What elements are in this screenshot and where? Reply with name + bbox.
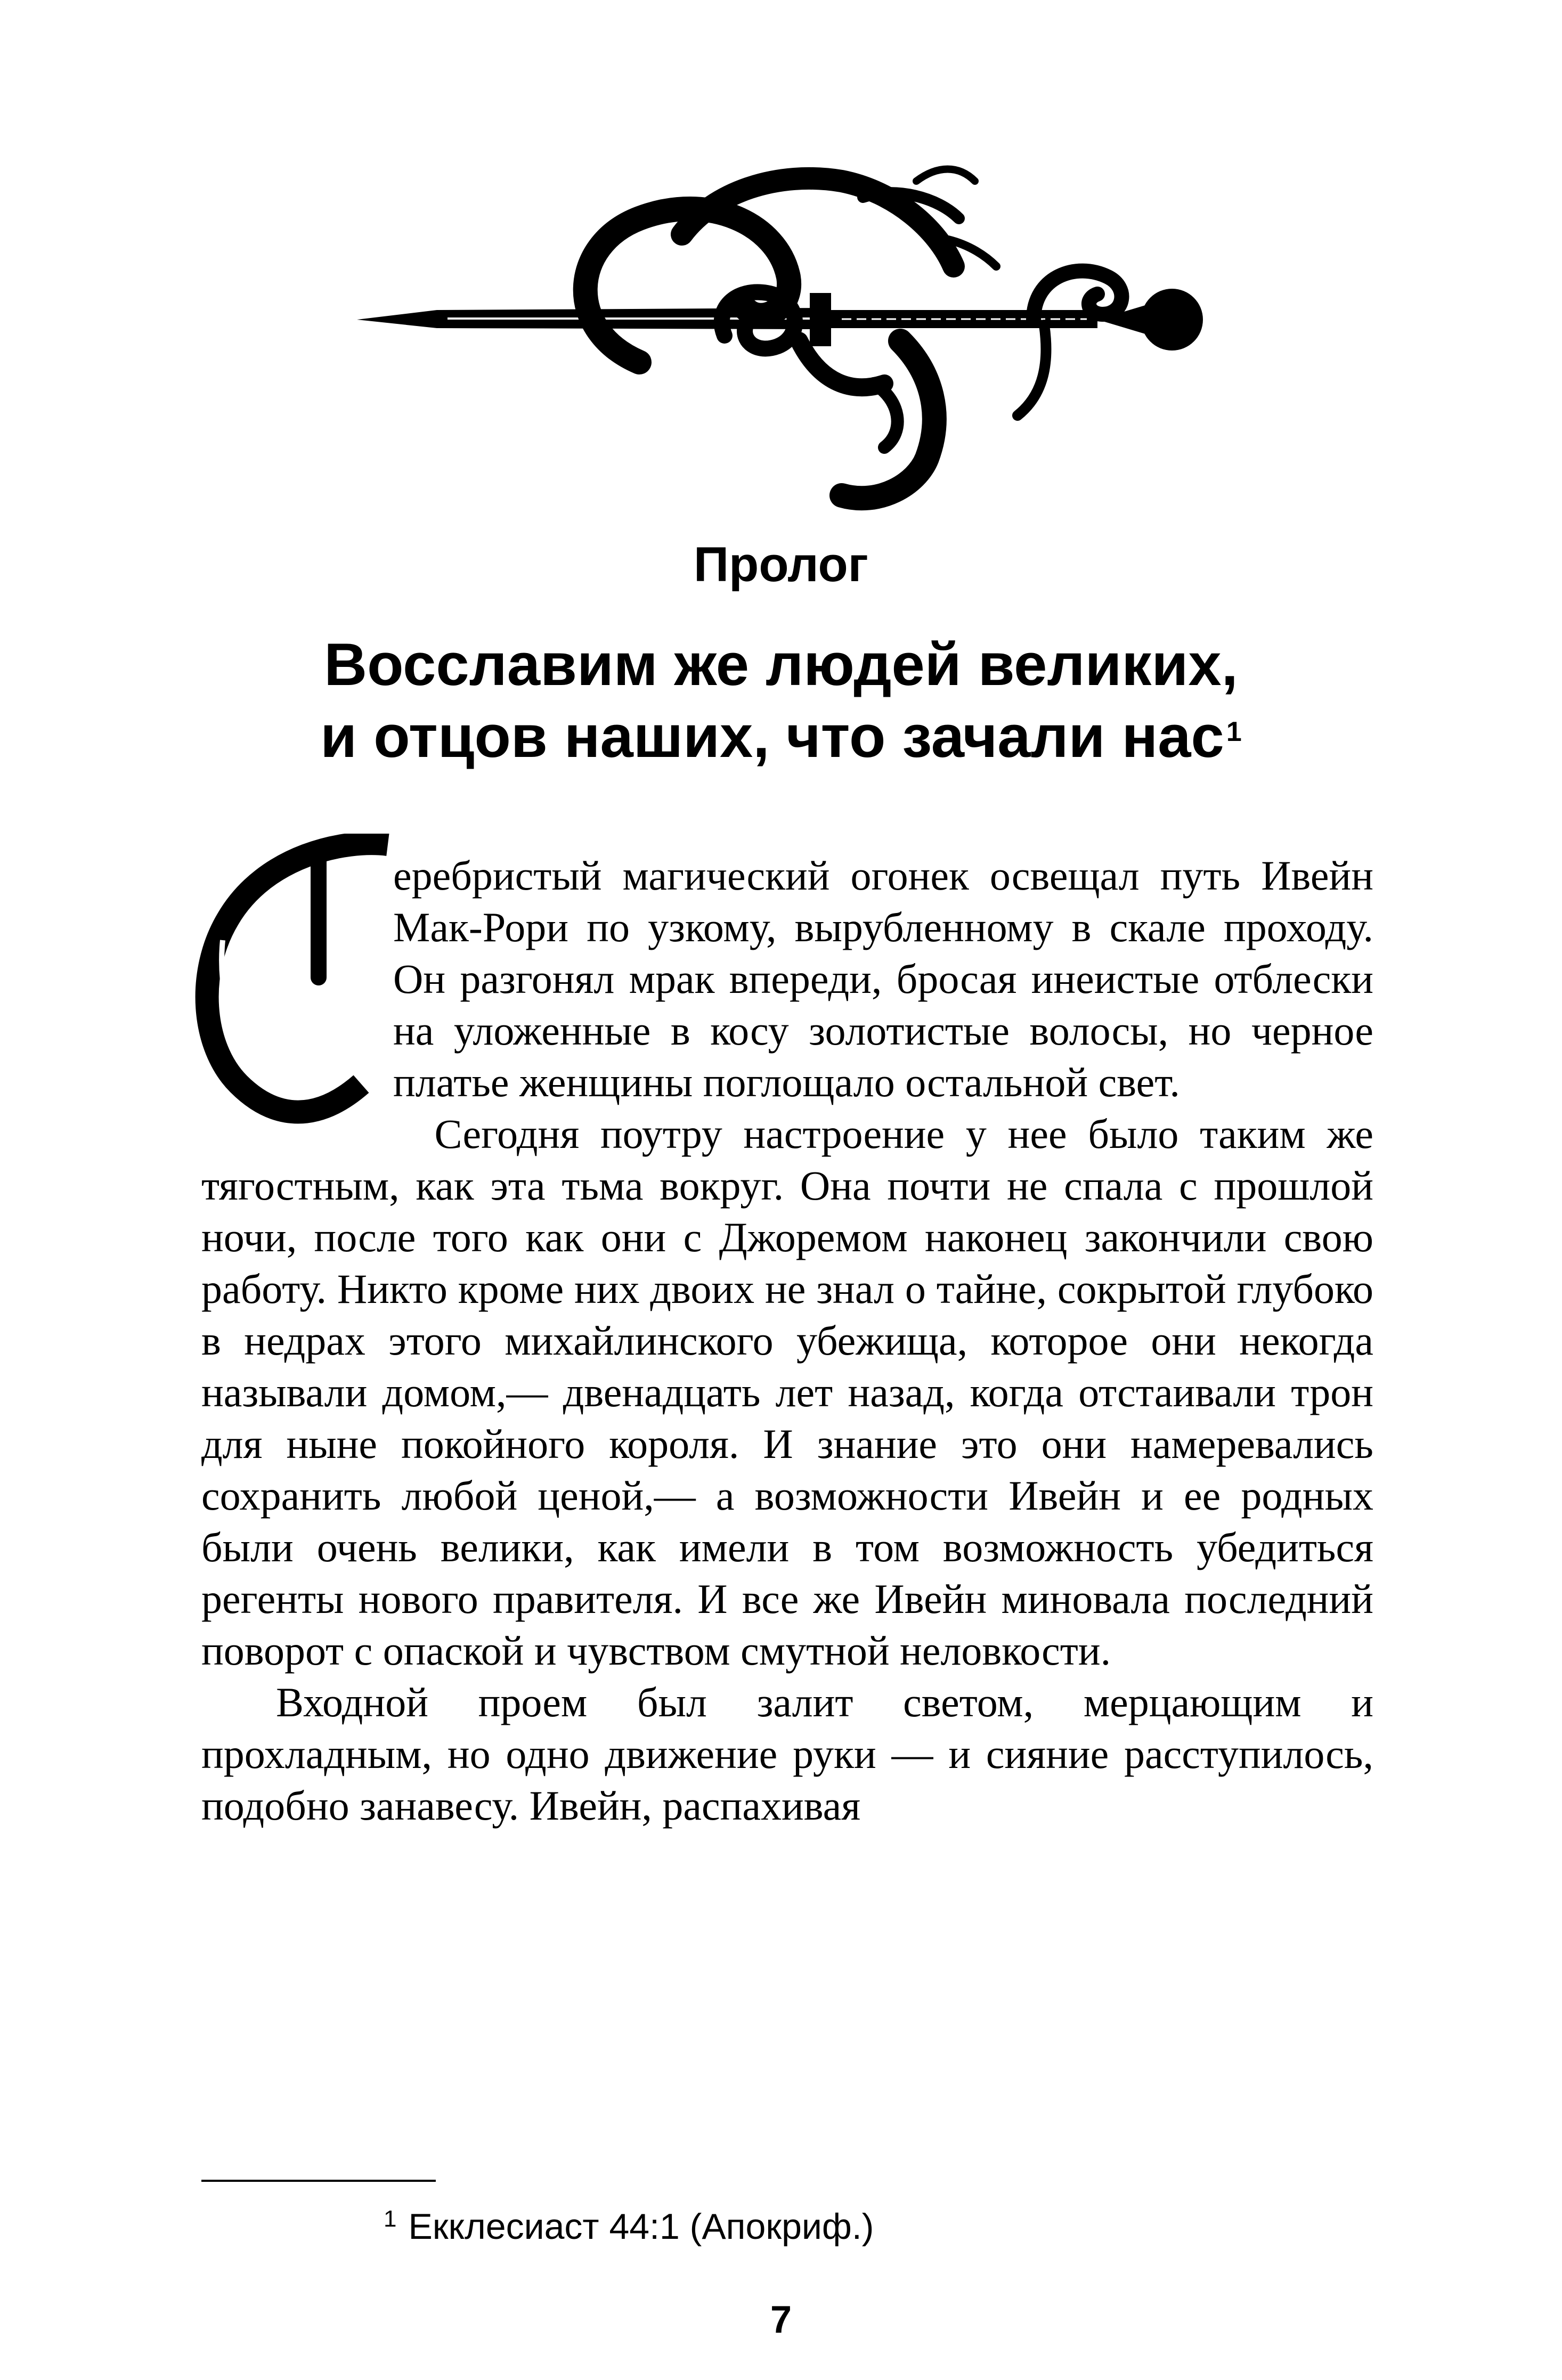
page-number: 7 (770, 2299, 792, 2341)
footnote-mark: 1 (384, 2206, 397, 2232)
dropcap-letter: С (196, 837, 383, 1113)
dropcap (185, 834, 393, 1132)
footnote-text: Екклесиаст 44:1 (Апокриф.) (408, 2206, 874, 2247)
footnote (384, 2203, 874, 2251)
chapter-label: Пролог (694, 537, 868, 592)
chapter-title-line1: Восславим же людей великих, (324, 631, 1238, 698)
chapter-title (160, 629, 1402, 772)
body-text (196, 837, 1373, 1831)
paragraph-3: Входной проем был залит светом, мерцающим и прохладным, но одно движение руки — и сияние расступилось, подобно занавесу. Ивейн, распахивая (201, 1679, 1373, 1829)
paragraph-2: Сегодня поутру настроение у нее было таким же тягостным, как эта тьма вокруг. Она почти не спала с прошлой ночи, после того как они с Джоремом наконец закончили свою работу. Никто кроме них двоих не знал о тайне, сокрытой глубоко в недрах этого михайлинского убежища, которое они некогда называли домом,— двенадцать лет назад, когда отстаивали трон для ныне покойного короля. И знание это они намеревались сохранить любой ценой,— а возможности Ивейн и ее родных были очень велики, как имели в том возможность убедиться регенты нового правителя. И все же Ивейн миновала последний поворот с опаской и чувством смутной неловкости. (201, 1111, 1373, 1674)
paragraph-1-text: еребристый магический огонек освещал путь Ивейн Мак-Рори по узкому, вырубленному в скале проходу. Он разгонял мрак впереди, бросая инеистые отблески на уложенные в косу золотистые волосы, но черное платье женщины поглощало остальной свет. (393, 852, 1373, 1105)
paragraph-1 (196, 837, 1373, 1113)
footnote-reference: 1 (1226, 716, 1242, 747)
sword-ornament-icon (341, 160, 1225, 522)
chapter-title-line2: и отцов наших, что зачали нас (320, 703, 1224, 770)
footnote-divider (201, 2180, 436, 2182)
